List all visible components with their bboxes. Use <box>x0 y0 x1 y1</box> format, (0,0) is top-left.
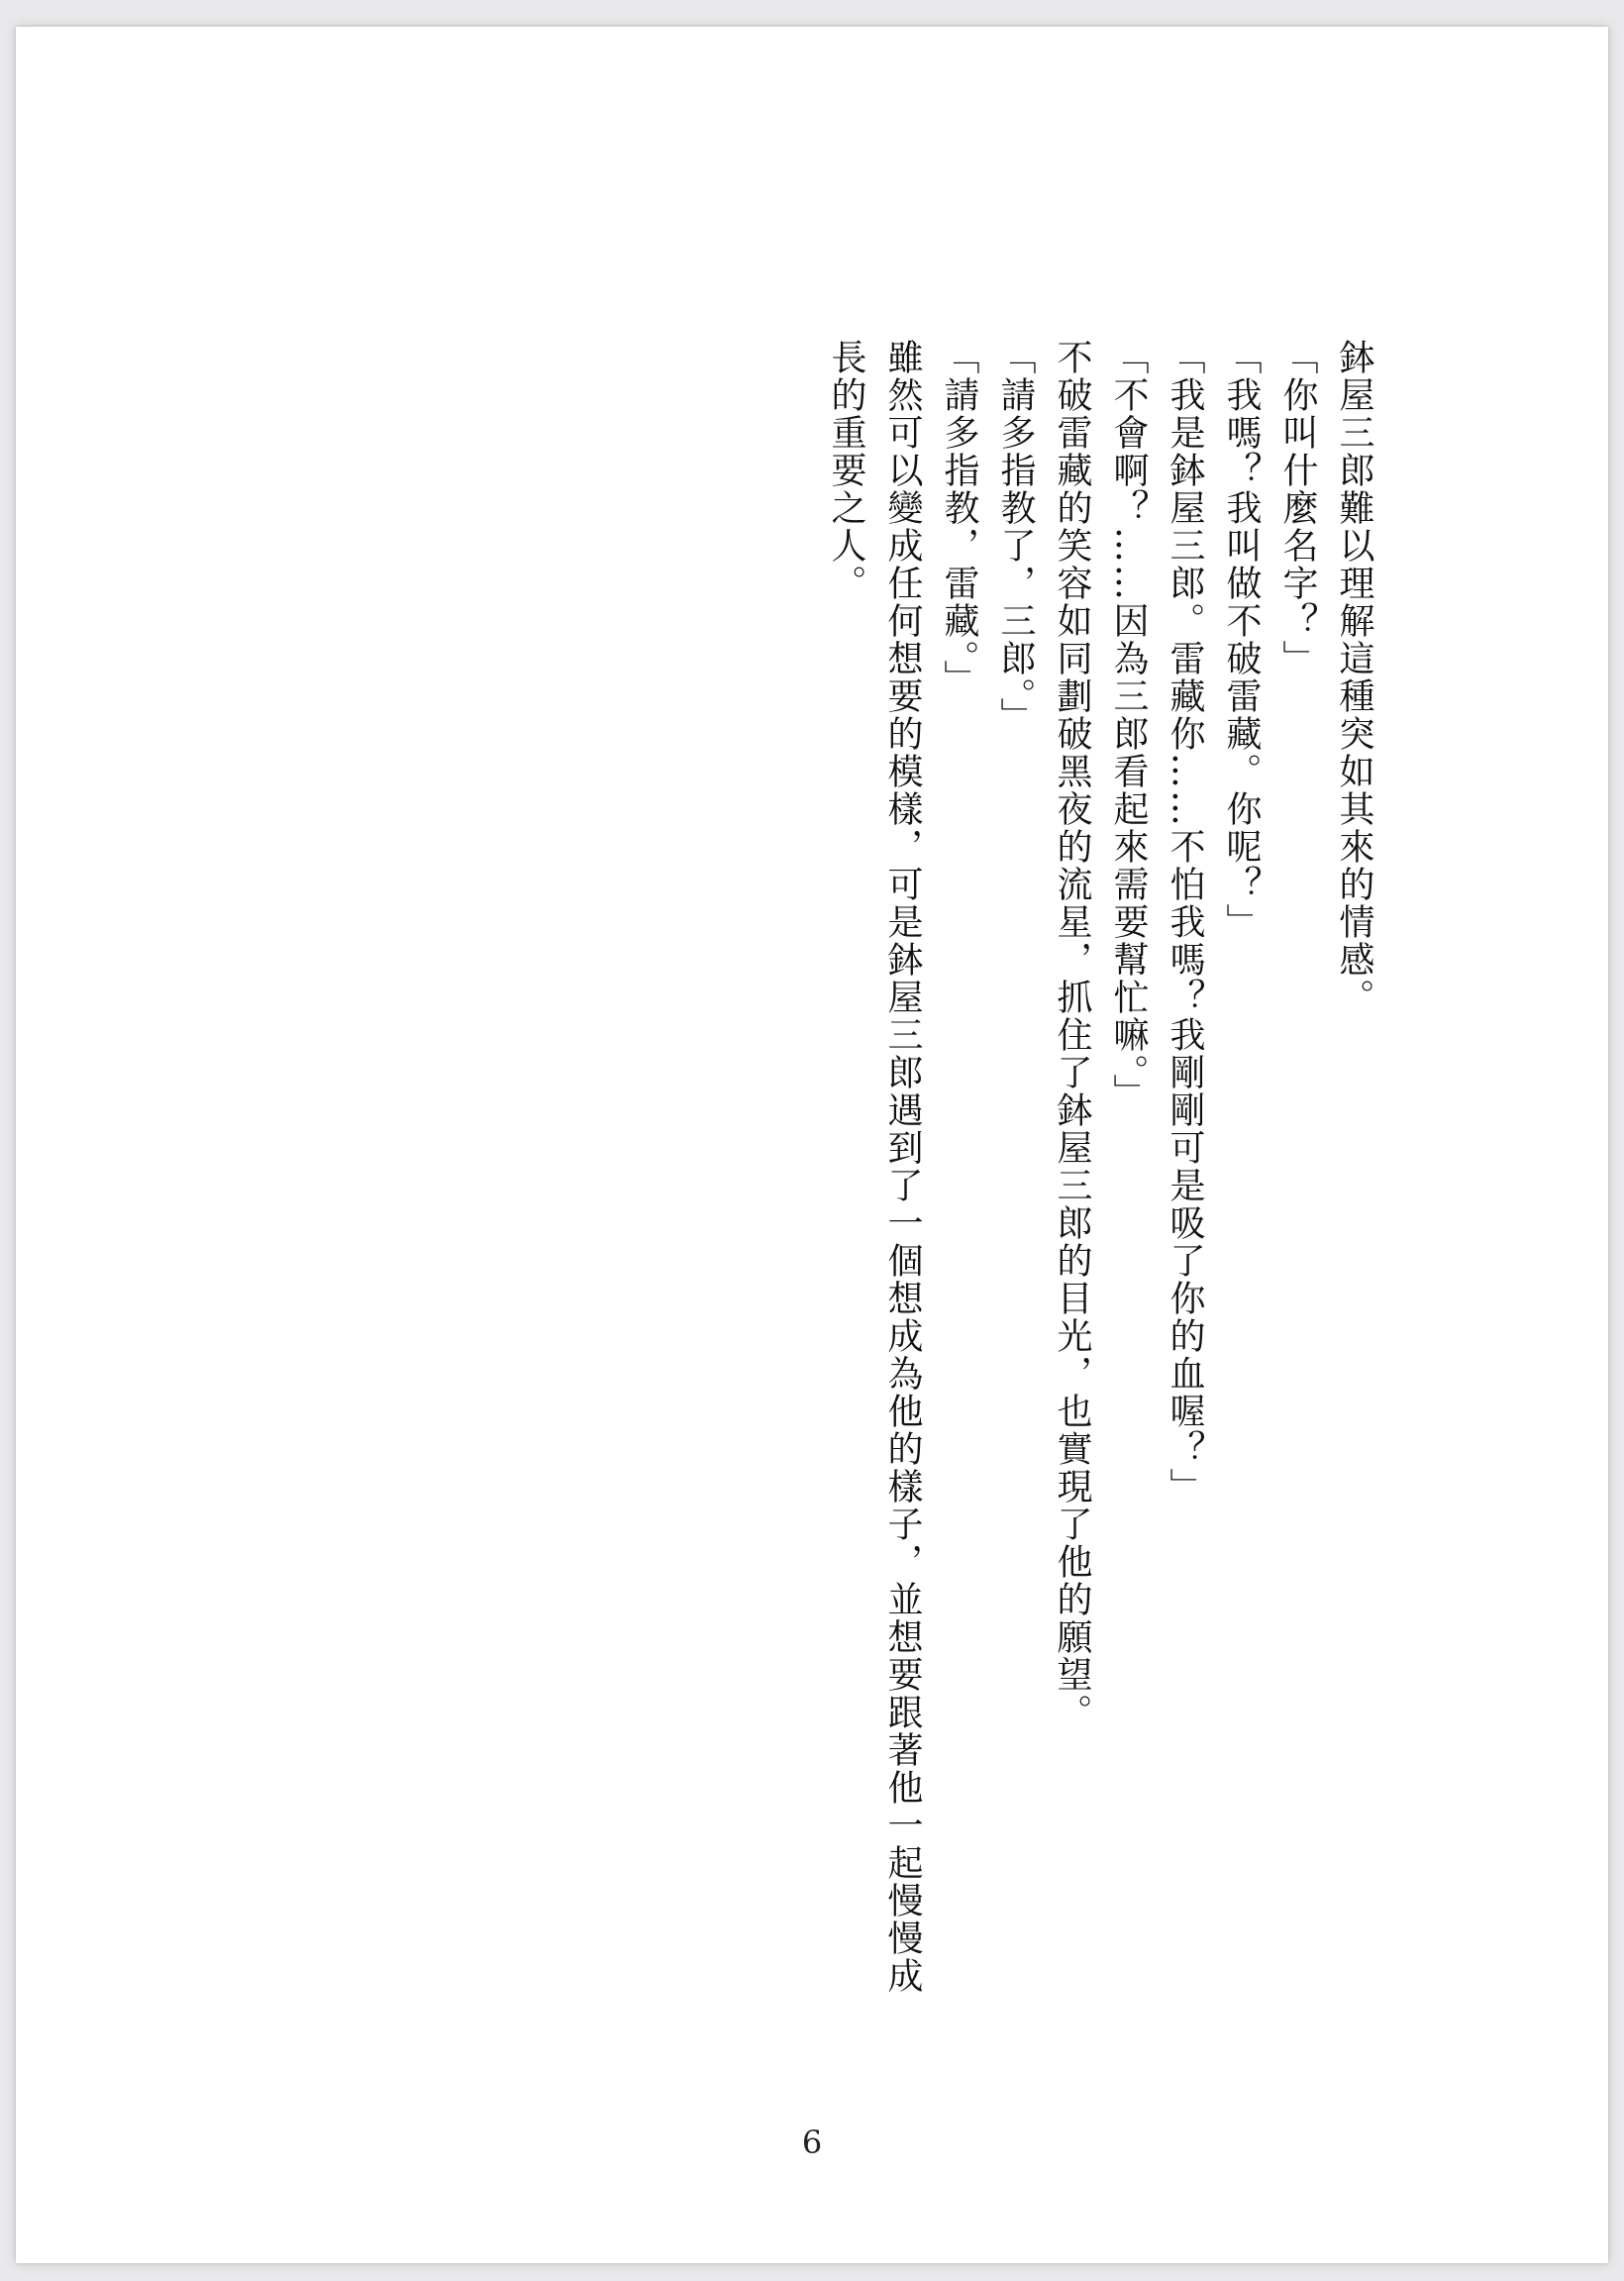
page-number: 6 <box>801 2124 823 2161</box>
paragraph: 「我嗎？我叫做不破雷藏。你呢？」 <box>1221 339 1262 941</box>
paragraph: 雖然可以變成任何想要的模樣，可是鉢屋三郎遇到了一個想成為他的樣子，並想要跟著他一起慢慢成長的重要之人。 <box>826 339 923 1995</box>
vertical-text-body <box>818 339 1382 2022</box>
paragraph: 「請多指教了，三郎。」 <box>995 339 1036 735</box>
paragraph: 「你叫什麼名字？」 <box>1277 339 1318 677</box>
document-page <box>16 27 1608 2263</box>
paragraph: 「不會啊？……因為三郎看起來需要幫忙嘛。」 <box>1108 339 1149 1111</box>
paragraph: 不破雷藏的笑容如同劃破黑夜的流星，抓住了鉢屋三郎的目光，也實現了他的願望。 <box>1052 339 1092 1731</box>
paragraph: 鉢屋三郎難以理解這種突如其來的情感。 <box>1334 339 1374 1016</box>
paragraph: 「請多指教，雷藏。」 <box>939 339 979 697</box>
paragraph: 「我是鉢屋三郎。雷藏你……不怕我嗎？我剛剛可是吸了你的血喔？」 <box>1165 339 1205 1505</box>
